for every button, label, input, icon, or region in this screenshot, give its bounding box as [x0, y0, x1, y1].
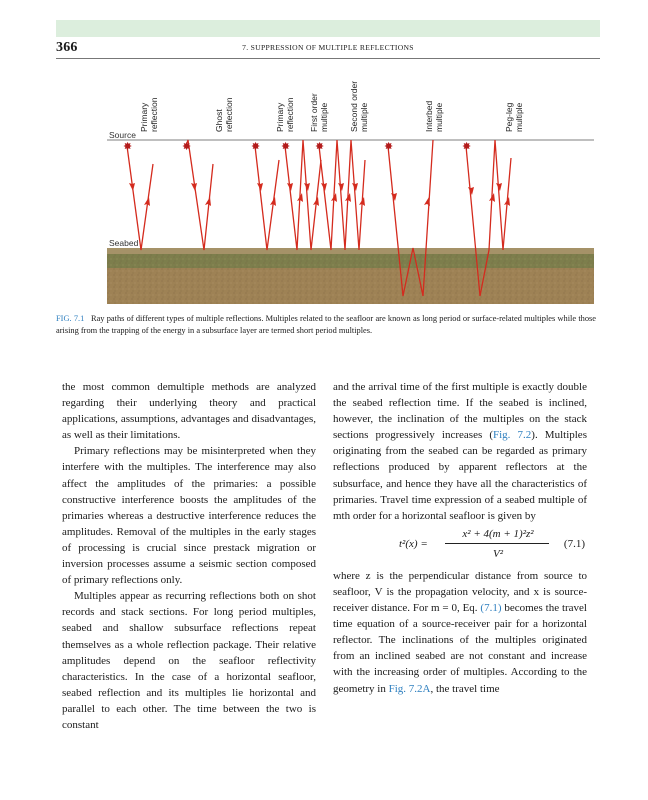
svg-text:multiple: multiple — [434, 102, 444, 132]
svg-text:reflection: reflection — [224, 97, 234, 132]
source-star-icon: ✸ — [251, 141, 261, 153]
equation-numerator: x² + 4(m + 1)²z² — [462, 527, 534, 540]
svg-text:Peg-leg: Peg-leg — [504, 102, 514, 132]
paragraph: Multiples appear as recurring reflections both on shot records and stack sections. For long period multiples, seabed and shallow subsurface reflections repeat themselves as a whole reflection package. Their relative amplitudes depend on the seafloor reflectivity characteristics. In the case of a horizontal seafloor, seabed reflection and its multiples lie horizontal and parallel to each other. The time between the two is constant — [62, 590, 316, 731]
equation-number: (7.1) — [563, 537, 585, 550]
header-color-bar — [56, 20, 600, 37]
seabed-top-layer — [107, 248, 594, 254]
ray-label-primary-2 — [275, 97, 295, 132]
ray-first-order — [285, 140, 321, 250]
ray-path-diagram — [107, 64, 594, 304]
fraction-bar — [445, 543, 549, 544]
svg-text:Primary: Primary — [275, 102, 285, 132]
paragraph: the most common demultiple methods are analyzed regarding their underlying theory and practical applications, assumptions, advantages and disadvantages, as well as their limitations. — [62, 381, 316, 442]
paragraph: and the arrival time of the first multiple is exactly double the seabed reflection time. If the seabed is inclined, however, the inclination of the multiples on the stack sections progressively increases (Fig. 7.2). Multiples originating from the seabed can be regarded as primary reflections produced by apparent reflectors at the subsurface, and hence they have all the characteristics of primaries. Travel time expression of a seabed multiple of mth order for a horizontal seafloor is given by — [333, 381, 587, 522]
left-column — [62, 379, 316, 733]
ray-label-first-order — [309, 93, 329, 132]
source-star-icon: ✸ — [281, 141, 291, 153]
svg-text:Second order: Second order — [349, 80, 359, 132]
source-stars — [123, 141, 471, 153]
ray-label-interbed — [424, 101, 444, 132]
ray-label-second-order — [349, 81, 369, 132]
equation-7-1 — [333, 526, 587, 566]
source-star-icon: ✸ — [315, 141, 325, 153]
seabed-label: Seabed — [109, 238, 139, 248]
ray-label-pegleg — [504, 102, 524, 132]
svg-text:First order: First order — [309, 93, 319, 132]
svg-text:Primary: Primary — [139, 102, 149, 132]
paragraph: where z is the perpendicular distance from source to seafloor, V is the propagation velocity, and x is source-receiver distance. For m = 0, Eq. (7.1) becomes the travel time equation of a source-receiver pair for a horizontal reflector. The inclinations of the multiples originated from an inclined seabed are not constant and increase with the increasing order of multiples. According to the geometry in Fig. 7.2A, the travel time — [333, 569, 587, 695]
ray-primary-2 — [255, 146, 279, 250]
figure-reference-link[interactable]: Fig. 7.2A — [388, 682, 431, 695]
figure-7-1 — [107, 64, 594, 304]
source-star-icon: ✸ — [462, 141, 472, 153]
paragraph: Primary reflections may be misinterpreted when they interfere with the multiples. The interference may also affect the amplitudes of the primaries: a possible constructive interference boosts the amplitudes of the primaries whereas a destructive interference reduces the amplitudes. Removal of the multiples in the early stages of processing is crucial since prestack migration or inversion processes assume a seismic section composed of primary reflections only. — [62, 445, 316, 587]
figure-label: FIG. 7.1 — [56, 314, 85, 323]
figure-caption — [56, 313, 596, 338]
header-rule — [56, 58, 600, 59]
svg-text:Interbed: Interbed — [424, 100, 434, 132]
source-star-icon: ✸ — [182, 141, 192, 153]
right-column — [333, 379, 587, 697]
ray-second-order — [319, 140, 365, 250]
svg-text:reflection: reflection — [285, 97, 295, 132]
source-star-icon: ✸ — [123, 141, 133, 153]
page-number: 366 — [56, 40, 78, 55]
svg-text:reflection: reflection — [149, 97, 159, 132]
svg-text:multiple: multiple — [514, 102, 524, 132]
arrowheads — [129, 183, 510, 206]
figure-reference-link[interactable]: Fig. 7.2 — [493, 429, 532, 442]
source-star-icon: ✸ — [384, 141, 394, 153]
ray-ghost — [186, 140, 213, 250]
running-head: 7. SUPPRESSION OF MULTIPLE REFLECTIONS — [242, 43, 414, 52]
equation-reference-link[interactable]: (7.1) — [480, 602, 502, 615]
svg-text:Ghost: Ghost — [214, 109, 224, 132]
source-label: Source — [109, 130, 136, 140]
equation-lhs: t²(x) = — [399, 537, 428, 550]
svg-text:multiple: multiple — [359, 102, 369, 132]
equation-denominator: V² — [492, 547, 504, 560]
caption-text: Ray paths of different types of multiple reflections. Multiples related to the seafloor are known as long period or surface-related multiples while those arising from the trapping of the energy in a subsurface layer are termed short period multiples. — [56, 314, 597, 336]
ray-label-ghost — [214, 97, 234, 132]
svg-text:multiple: multiple — [319, 102, 329, 132]
ray-label-primary-1 — [139, 97, 159, 132]
